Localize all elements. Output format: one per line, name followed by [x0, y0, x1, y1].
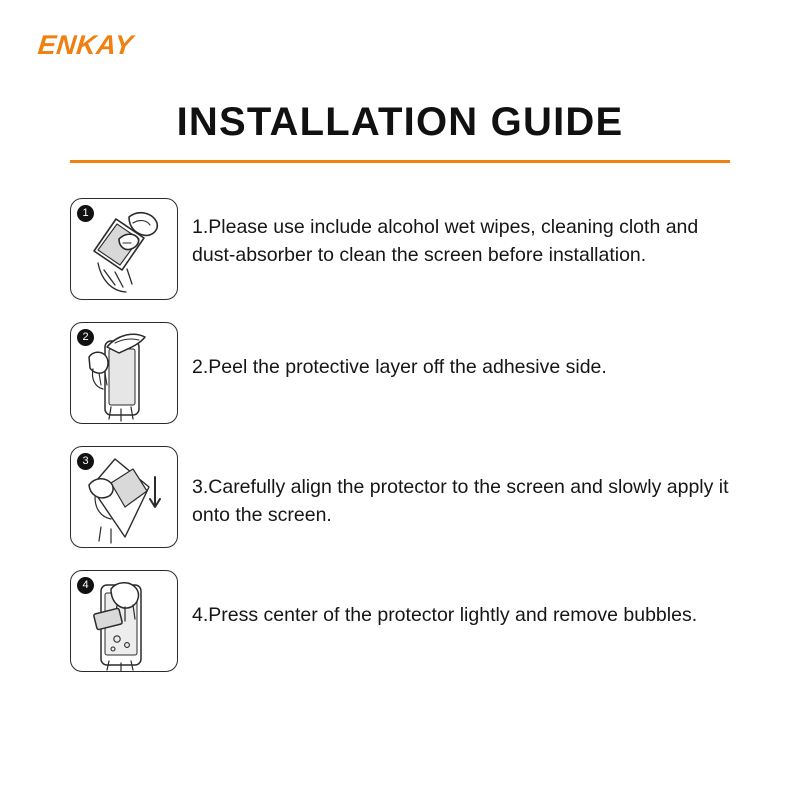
brand-name: ENKAY: [36, 30, 135, 60]
step-2-badge: 2: [77, 329, 94, 346]
step-4-badge: 4: [77, 577, 94, 594]
title-block: [70, 100, 730, 163]
steps-list: [70, 198, 735, 694]
step-item-4: [70, 570, 735, 672]
page-title: INSTALLATION GUIDE: [176, 100, 624, 144]
step-item-3: [70, 446, 735, 548]
step-2-text: 2.Peel the protective layer off the adhesive side.: [192, 356, 607, 378]
brand-logo: [38, 30, 133, 61]
step-4-illustration: [70, 570, 178, 672]
step-1-text: 1.Please use include alcohol wet wipes, cleaning cloth and dust-absorber to clean the screen before installation.: [192, 216, 699, 266]
step-2-illustration: [70, 322, 178, 424]
step-1-illustration: [70, 198, 178, 300]
step-1-badge: 1: [77, 205, 94, 222]
step-item-2: [70, 322, 735, 424]
step-item-1: [70, 198, 735, 300]
step-3-text: 3.Carefully align the protector to the screen and slowly apply it onto the screen.: [192, 476, 729, 526]
step-4-text: 4.Press center of the protector lightly and remove bubbles.: [192, 604, 698, 626]
title-divider: [70, 160, 730, 163]
step-3-badge: 3: [77, 453, 94, 470]
step-3-illustration: [70, 446, 178, 548]
